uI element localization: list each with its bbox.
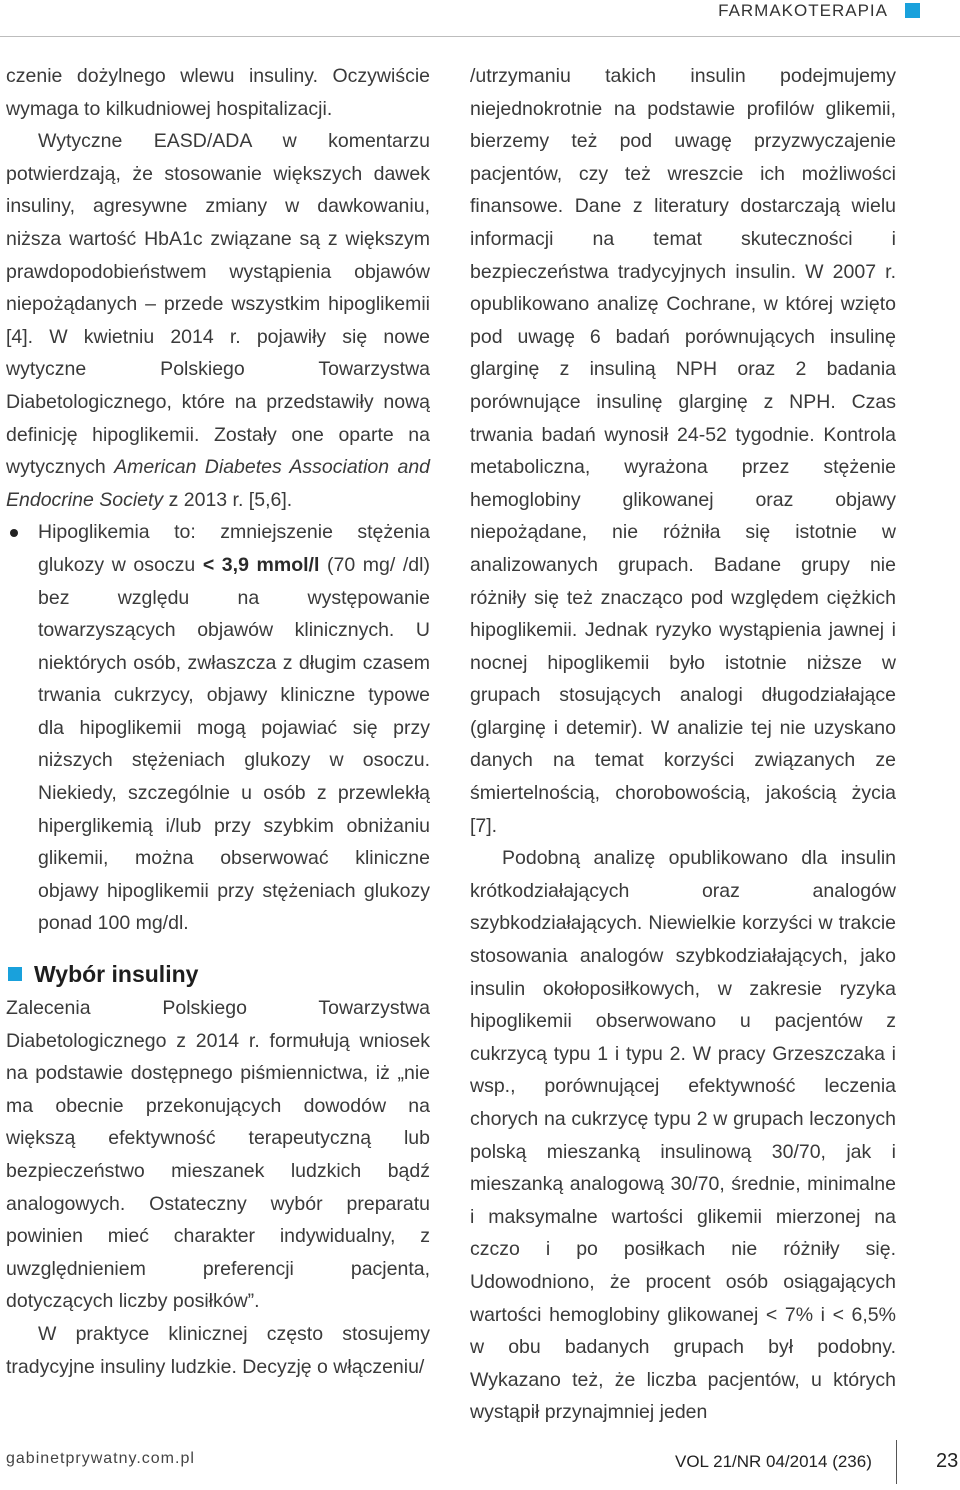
paragraph-guidelines-text-b: z 2013 r. [5,6].: [163, 488, 293, 511]
bullet-text-b: (70 mg/ /dl) bez względu na występowanie towarzyszących objawów klinicznych. U niektórych osób, zwłaszcza z długim czasem trwania cukrzycy, objawy kliniczne typowe dla hipoglikemii mogą pojawiać się przy niższych stężeniach glukozy w osoczu. Niekiedy, szczególnie u osób z przewlekłą hiperglikemią i/lub przy szybkim obniżaniu glikemii, można obserwować kliniczne objawy hipoglikemii przy stężeniach glukozy ponad 100 mg/dl.: [38, 553, 430, 935]
left-column: [6, 60, 430, 1390]
paragraph-guidelines-italic: American Diabetes Association and Endocrine Society: [6, 456, 431, 511]
section-heading: [6, 956, 430, 992]
footer-divider: [896, 1440, 897, 1484]
definition-bullet: [6, 516, 430, 940]
footer-website: gabinetprywatny.com.pl: [6, 1450, 195, 1467]
paragraph-continuation: czenie dożylnego wlewu insuliny. Oczywiście wymaga to kilkudniowej hospitalizacji.: [6, 65, 430, 120]
section-label: FARMAKOTERAPIA: [718, 1, 888, 20]
paragraph-guidelines-text-a: Wytyczne EASD/ADA w komentarzu potwierdzają, że stosowanie większych dawek insuliny, agresywne zmiany w dawkowaniu, niższa wartość HbA1c związane są z większym prawdopodobieństwem wystąpienia objawów niepożądanych – przede wszystkim hipoglikemii [4]. W kwietniu 2014 r. pojawiły się nowe wytyczne Polskiego Towarzystwa Diabetologicznego, które na przedstawiły nową definicję hipoglikemii. Zostały one oparte na wytycznych: [6, 130, 430, 479]
footer-volume: VOL 21/NR 04/2014 (236): [675, 1452, 872, 1471]
paragraph-analogs: Podobną analizę opublikowano dla insulin krótkodziałających oraz analogów szybkodziałających. Niewielkie korzyści w trakcie stosowania analogów szybkodziałających, jako insulin okołoposiłkowych, w zakresie ryzyka hipoglikemii obserwowano u pacjentów z cukrzycą typu 1 i typu 2. W pracy Grzeszczaka i wsp., porównującej efektywność leczenia chorych na cukrzycę typu 2 w grupach leczonych polską mieszanką insulinową 30/70, jak i mieszanką analogową 30/70, średnie, minimalne i maksymalne wartości glikemii mierzonej na czczo i po posiłkach nie różniły się. Udowodniono, że procent osób osiągających wartości hemoglobiny glikowanej < 7% i < 6,5% w obu badanych grupach był podobny. Wykazano też, że liczba pacjentów, u których wystąpił przynajmniej jeden: [470, 847, 896, 1424]
right-column: [470, 60, 896, 1424]
paragraph-recommendations: Zalecenia Polskiego Towarzystwa Diabetologicznego z 2014 r. formułują wniosek na podstawie dostępnego piśmiennictwa, iż „nie ma obecnie przekonujących dowodów na większą efektywność terapeutyczną lub bezpieczeństwo mieszanek ludzkich bądź analogowych. Ostateczny wybór preparatu powinien mieć charakter indywidualny, z uwzględnieniem preferencji pacjenta, dotyczących liczby posiłków”.: [6, 997, 430, 1313]
bullet-threshold: < 3,9 mmol/l: [202, 553, 320, 576]
accent-square-icon: [905, 3, 920, 18]
paragraph-guidelines: [6, 125, 430, 516]
bullet-icon: [10, 529, 18, 537]
heading-square-icon: [8, 967, 22, 981]
page-number: 23: [936, 1450, 959, 1472]
section-heading-text: Wybór insuliny: [34, 961, 199, 988]
paragraph-practice: W praktyce klinicznej często stosujemy tradycyjne insuliny ludzkie. Decyzję o włączeniu/: [6, 1322, 430, 1378]
header-divider: [0, 36, 960, 37]
paragraph-cochrane: /utrzymaniu takich insulin podejmujemy niejednokrotnie na podstawie profilów glikemii, bierzemy też pod uwagę przyzwyczajenie pacjentów, czy też wreszcie ich możliwości finansowe. Dane z literatury dostarczają wielu informacji na temat skuteczności i bezpieczeństwa tradycyjnych insulin. W 2007 r. opublikowano analizę Cochrane, w której wzięto pod uwagę 6 badań porównujących insulinę glarginę z insuliną NPH oraz 2 badania porównujące insulinę glarginę z NPH. Czas trwania badań wynosił 24-52 tygodnie. Kontrola metaboliczna, wyrażona przez stężenie hemoglobiny glikowanej oraz objawy niepożądane, nie różniła się istotnie w analizowanych grupach. Badane grupy nie różniły się też znacząco pod względem ciężkich hipoglikemii. Jednak ryzyko wystąpienia jawnej i nocnej hipoglikemii było istotnie niższe w grupach stosujących analogi długodziałające (glarginę i detemir). W analizie tej nie uzyskano danych na temat korzyści związanych ze śmiertelnością, chorobowością, jakością życia [7].: [470, 65, 896, 837]
bullet-text-a: Hipoglikemia to: zmniejszenie stężenia glukozy w osoczu: [38, 521, 430, 576]
